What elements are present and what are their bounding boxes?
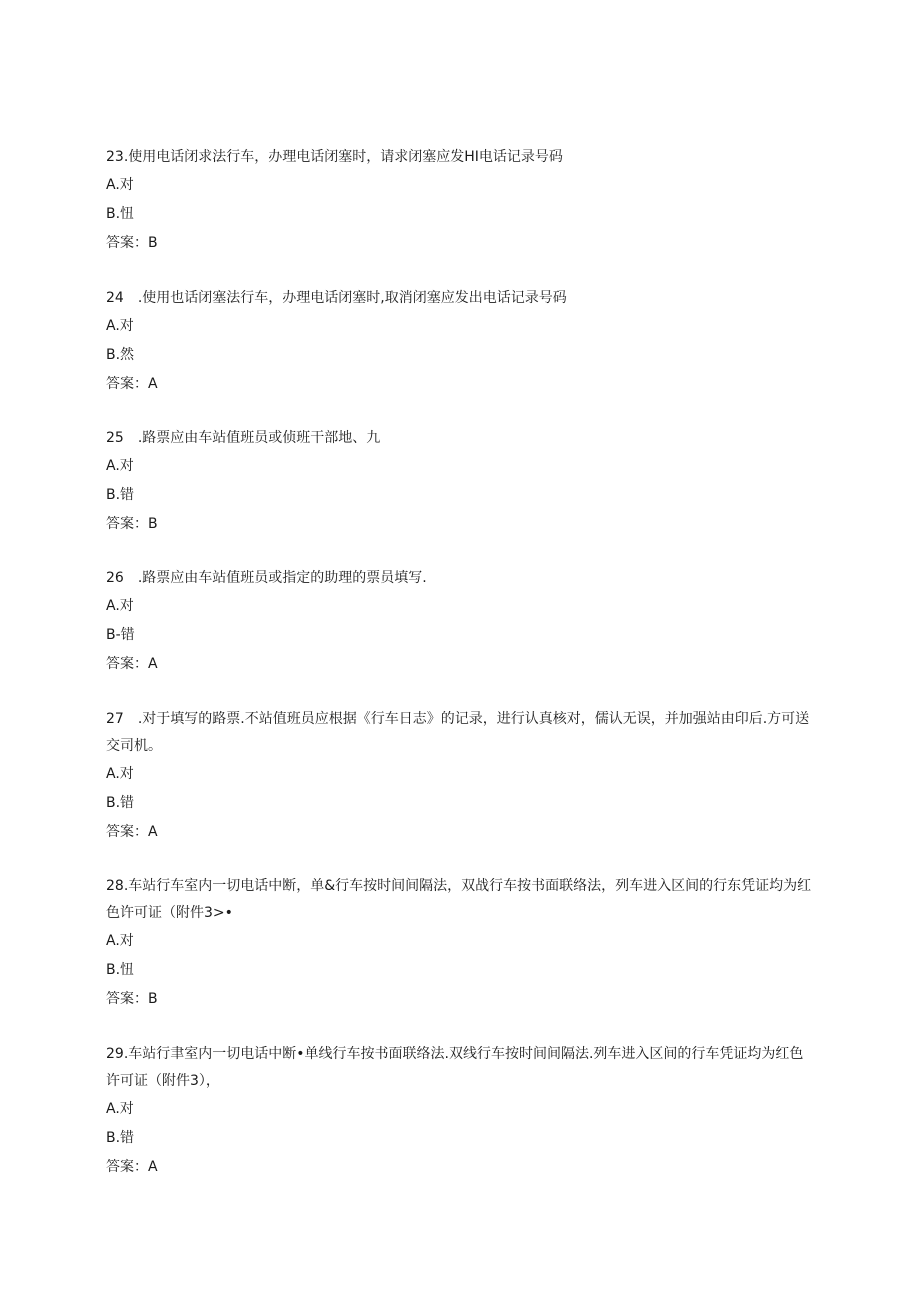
option-a: A.对	[106, 318, 134, 334]
option-a: A.对	[106, 933, 134, 949]
answer: 答案：B	[106, 516, 158, 532]
question-26	[106, 565, 816, 679]
question-text: 28.车站行车室内一切电话中断，单&行车按时间间隔法，双战行车按书面联络法，列车进入区间的行东凭证均为红色许可证（附件3>•	[106, 878, 812, 921]
option-b: B.错	[106, 795, 135, 811]
question-text: 29.车站行聿室内一切电话中断•单线行车按书面联络法.双线行车按时间间隔法.列车进入区间的行车凭证均为红色许可证（附件3），	[106, 1046, 804, 1089]
question-text: 25 .路票应由车站值班员或侦班干部地、九	[106, 430, 381, 446]
question-24	[106, 285, 816, 399]
option-b: B.忸	[106, 206, 135, 222]
question-28	[106, 873, 816, 1014]
question-text: 26 .路票应由车站值班员或指定的助理的票员填写.	[106, 570, 427, 586]
option-b: B.错	[106, 1130, 135, 1146]
question-23	[106, 144, 816, 258]
answer: 答案：A	[106, 1159, 158, 1175]
question-text: 23.使用电话闭求法行车，办理电话闭塞时，请求闭塞应发HI电话记录号码	[106, 149, 563, 165]
answer: 答案：A	[106, 656, 158, 672]
option-b: B.然	[106, 347, 135, 363]
option-b: B.忸	[106, 962, 135, 978]
option-a: A.对	[106, 766, 134, 782]
question-27	[106, 706, 816, 847]
question-25	[106, 425, 816, 539]
option-a: A.对	[106, 598, 134, 614]
question-29	[106, 1041, 816, 1182]
option-a: A.对	[106, 458, 134, 474]
answer: 答案：B	[106, 235, 158, 251]
option-a: A.对	[106, 177, 134, 193]
answer: 答案：A	[106, 376, 158, 392]
option-a: A.对	[106, 1101, 134, 1117]
question-text: 24 .使用也话闭塞法行车，办理电话闭塞时,取消闭塞应发出电话记录号码	[106, 290, 567, 306]
option-b: B-错	[106, 627, 135, 643]
question-text: 27 .对于填写的路票.不站值班员应根据《行车日志》的记录，进行认真核对，儒认无误，并加强站由印后.方可送交司机。	[106, 711, 810, 754]
option-b: B.错	[106, 487, 135, 503]
answer: 答案：B	[106, 991, 158, 1007]
answer: 答案：A	[106, 824, 158, 840]
